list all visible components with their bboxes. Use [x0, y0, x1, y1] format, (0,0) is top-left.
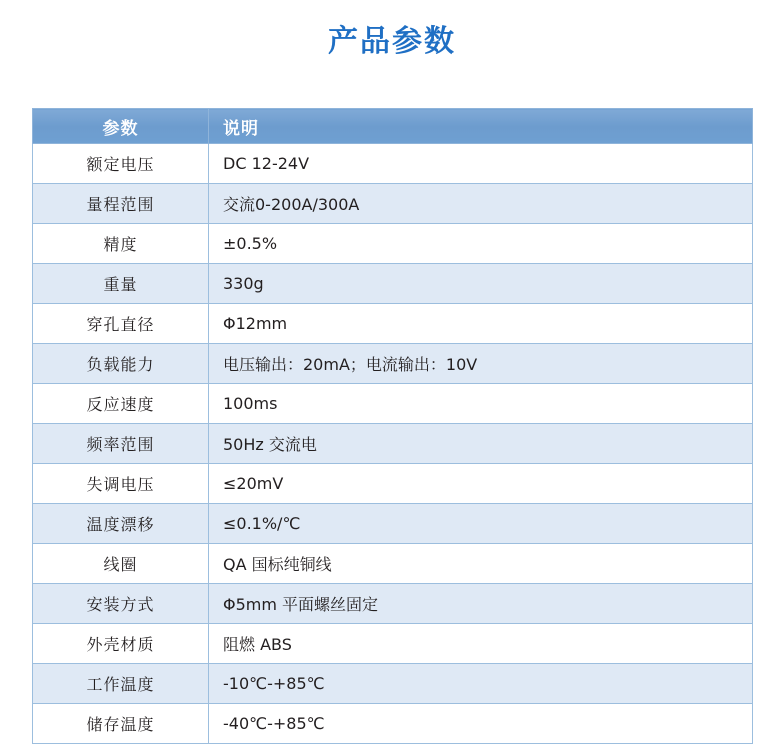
table-row — [33, 304, 753, 344]
cell-param: 负载能力 — [33, 344, 209, 384]
cell-desc: -40℃-+85℃ — [209, 704, 753, 744]
cell-param: 额定电压 — [33, 144, 209, 184]
cell-desc: -10℃-+85℃ — [209, 664, 753, 704]
cell-desc: ≤0.1%/℃ — [209, 504, 753, 544]
column-header-param: 参数 — [33, 109, 209, 144]
column-header-desc: 说明 — [209, 109, 753, 144]
cell-desc: DC 12-24V — [209, 144, 753, 184]
table-row — [33, 624, 753, 664]
table-header-row — [33, 109, 753, 144]
table-row — [33, 464, 753, 504]
table-row — [33, 144, 753, 184]
cell-desc: QA 国标纯铜线 — [209, 544, 753, 584]
table-row — [33, 504, 753, 544]
cell-desc: 交流0-200A/300A — [209, 184, 753, 224]
cell-desc: 100ms — [209, 384, 753, 424]
cell-param: 储存温度 — [33, 704, 209, 744]
table-row — [33, 704, 753, 744]
spec-table-body — [33, 144, 753, 744]
cell-desc: Φ5mm 平面螺丝固定 — [209, 584, 753, 624]
cell-desc: 电压输出：20mA；电流输出：10V — [209, 344, 753, 384]
cell-param: 温度漂移 — [33, 504, 209, 544]
page-title: 产品参数 — [328, 24, 456, 59]
cell-param: 频率范围 — [33, 424, 209, 464]
table-row — [33, 344, 753, 384]
cell-desc: 阻燃 ABS — [209, 624, 753, 664]
cell-param: 量程范围 — [33, 184, 209, 224]
table-row — [33, 184, 753, 224]
cell-param: 穿孔直径 — [33, 304, 209, 344]
table-row — [33, 584, 753, 624]
cell-desc: ≤20mV — [209, 464, 753, 504]
table-row — [33, 544, 753, 584]
cell-desc: Φ12mm — [209, 304, 753, 344]
cell-desc: 330g — [209, 264, 753, 304]
spec-table — [32, 108, 753, 744]
cell-param: 精度 — [33, 224, 209, 264]
cell-param: 安装方式 — [33, 584, 209, 624]
spec-table-head — [33, 109, 753, 144]
cell-param: 线圈 — [33, 544, 209, 584]
cell-param: 工作温度 — [33, 664, 209, 704]
table-row — [33, 384, 753, 424]
cell-desc: ±0.5% — [209, 224, 753, 264]
spec-table-container — [32, 108, 752, 744]
cell-param: 重量 — [33, 264, 209, 304]
cell-desc: 50Hz 交流电 — [209, 424, 753, 464]
table-row — [33, 264, 753, 304]
cell-param: 外壳材质 — [33, 624, 209, 664]
cell-param: 反应速度 — [33, 384, 209, 424]
cell-param: 失调电压 — [33, 464, 209, 504]
table-row — [33, 424, 753, 464]
table-row — [33, 224, 753, 264]
